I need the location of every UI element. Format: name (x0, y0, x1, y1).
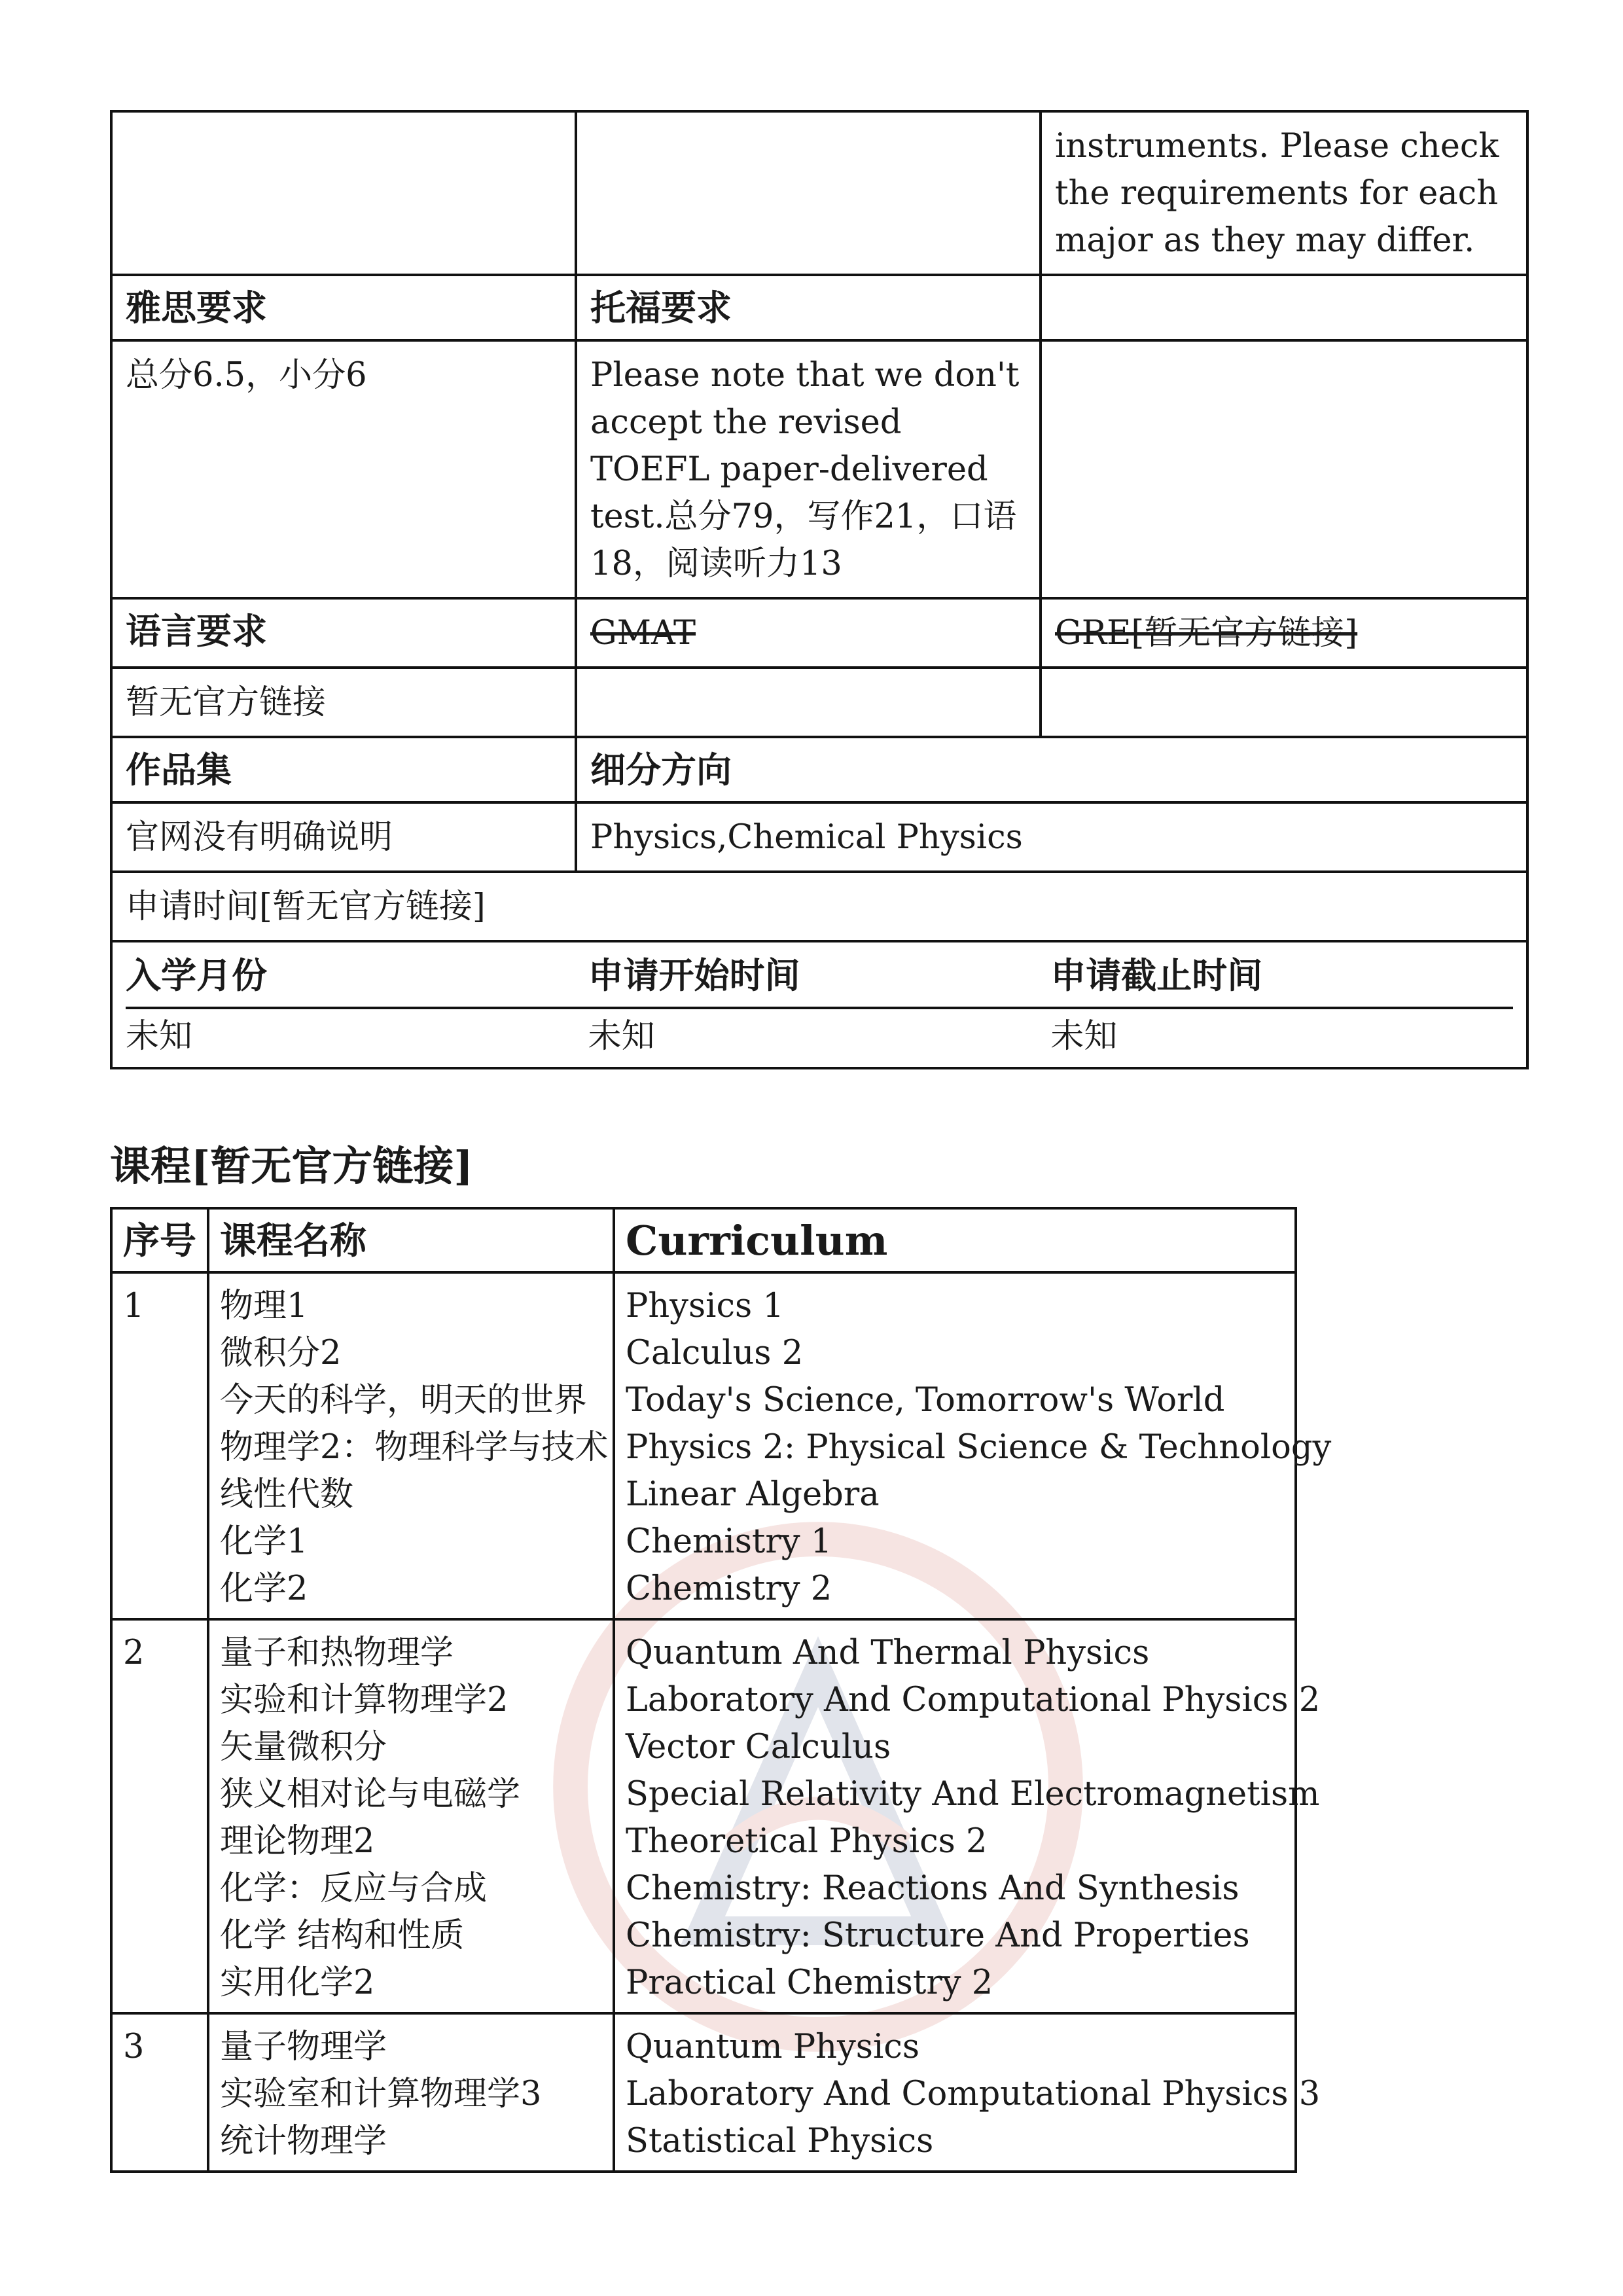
table-row (111, 872, 1527, 941)
ielts-value: 总分6.5，小分6 (111, 340, 576, 598)
course-en: Physics 2: Physical Science & Technology (626, 1428, 1332, 1467)
subfield-value: Physics,Chemical Physics (576, 802, 1527, 872)
table-row (111, 275, 1527, 340)
application-start-header: 申请开始时间 (588, 948, 1051, 1008)
course-cn: 物理学2：物理科学与技术 (220, 1428, 609, 1467)
courses-section-title: 课程[暂无官方链接] (110, 1142, 473, 1190)
course-cn: 化学2 (220, 1570, 308, 1608)
intake-table (126, 948, 1513, 1064)
column-header-no: 序号 (111, 1208, 208, 1272)
course-cn: 实验室和计算物理学3 (220, 2075, 542, 2113)
course-en: Laboratory And Computational Physics 2 (626, 1681, 1321, 1719)
requirements-table (110, 110, 1529, 1069)
row-number: 3 (111, 2013, 208, 2172)
portfolio-label: 作品集 (111, 737, 576, 802)
course-names-en (614, 1619, 1321, 2013)
table-row (111, 941, 1527, 1068)
application-time-label: 申请时间[暂无官方链接] (111, 872, 1527, 941)
language-value: 暂无官方链接 (111, 668, 576, 737)
course-cn: 物理1 (220, 1287, 308, 1325)
gmat-label: GMAT (576, 598, 1041, 668)
course-cn: 今天的科学，明天的世界 (220, 1381, 588, 1420)
course-names-cn (208, 2013, 614, 2172)
application-deadline-header: 申请截止时间 (1050, 948, 1513, 1008)
toefl-label: 托福要求 (576, 275, 1041, 340)
ielts-label: 雅思要求 (111, 275, 576, 340)
application-deadline-value: 未知 (1050, 1017, 1118, 1056)
table-row (111, 111, 1527, 275)
table-row (111, 1272, 1296, 1619)
row-number: 1 (111, 1272, 208, 1619)
course-cn: 化学：反应与合成 (220, 1869, 488, 1908)
course-cn: 矢量微积分 (220, 1728, 387, 1767)
course-cn: 统计物理学 (220, 2122, 387, 2161)
application-start-value: 未知 (588, 1017, 655, 1056)
table-header-row (111, 1208, 1296, 1272)
course-cn: 量子物理学 (220, 2028, 387, 2066)
course-names-cn (208, 1272, 614, 1619)
column-header-name: 课程名称 (208, 1208, 614, 1272)
course-cn: 化学 结构和性质 (220, 1916, 465, 1955)
table-row (111, 598, 1527, 668)
course-en: Chemistry: Structure And Properties (626, 1916, 1250, 1955)
course-en: Today's Science, Tomorrow's World (626, 1381, 1225, 1420)
course-en: Chemistry 1 (626, 1522, 832, 1561)
course-en: Calculus 2 (626, 1334, 804, 1372)
intake-month-value: 未知 (126, 1017, 193, 1056)
continued-note: instruments. Please check the requirements for each major as they may differ. (1041, 111, 1527, 275)
portfolio-value: 官网没有明确说明 (111, 802, 576, 872)
course-names-en (614, 2013, 1321, 2172)
table-row (111, 1619, 1296, 2013)
row-number: 2 (111, 1619, 208, 2013)
course-en: Laboratory And Computational Physics 3 (626, 2075, 1321, 2113)
course-cn: 理论物理2 (220, 1822, 375, 1861)
course-en: Physics 1 (626, 1287, 784, 1325)
table-row (111, 802, 1527, 872)
language-label: 语言要求 (111, 598, 576, 668)
column-header-curriculum: Curriculum (614, 1208, 1296, 1272)
table-row (111, 668, 1527, 737)
course-cn: 化学1 (220, 1522, 308, 1561)
course-en: Linear Algebra (626, 1475, 880, 1514)
gre-label: GRE[暂无官方链接] (1041, 598, 1527, 668)
toefl-value: Please note that we don't accept the revised TOEFL paper-delivered test.总分79，写作21，口语18，阅读听力13 (576, 340, 1041, 598)
course-cn: 量子和热物理学 (220, 1634, 454, 1672)
intake-month-header: 入学月份 (126, 948, 588, 1008)
course-en: Chemistry: Reactions And Synthesis (626, 1869, 1240, 1908)
courses-table (110, 1207, 1332, 2173)
table-row (111, 340, 1527, 598)
course-cn: 狭义相对论与电磁学 (220, 1775, 521, 1814)
course-names-cn (208, 1619, 614, 2013)
subfield-label: 细分方向 (576, 737, 1527, 802)
course-en: Quantum Physics (626, 2028, 920, 2066)
course-cn: 线性代数 (220, 1475, 354, 1514)
course-en: Vector Calculus (626, 1728, 891, 1767)
table-row (111, 2013, 1296, 2172)
course-cn: 实验和计算物理学2 (220, 1681, 508, 1719)
course-cn: 微积分2 (220, 1334, 342, 1372)
course-en: Quantum And Thermal Physics (626, 1634, 1150, 1672)
course-en: Practical Chemistry 2 (626, 1964, 993, 2002)
course-names-en (614, 1272, 1332, 1619)
course-cn: 实用化学2 (220, 1964, 375, 2002)
course-en: Theoretical Physics 2 (626, 1822, 988, 1861)
table-row (111, 737, 1527, 802)
course-en: Chemistry 2 (626, 1570, 832, 1608)
course-en: Statistical Physics (626, 2122, 934, 2161)
course-en: Special Relativity And Electromagnetism (626, 1775, 1320, 1814)
